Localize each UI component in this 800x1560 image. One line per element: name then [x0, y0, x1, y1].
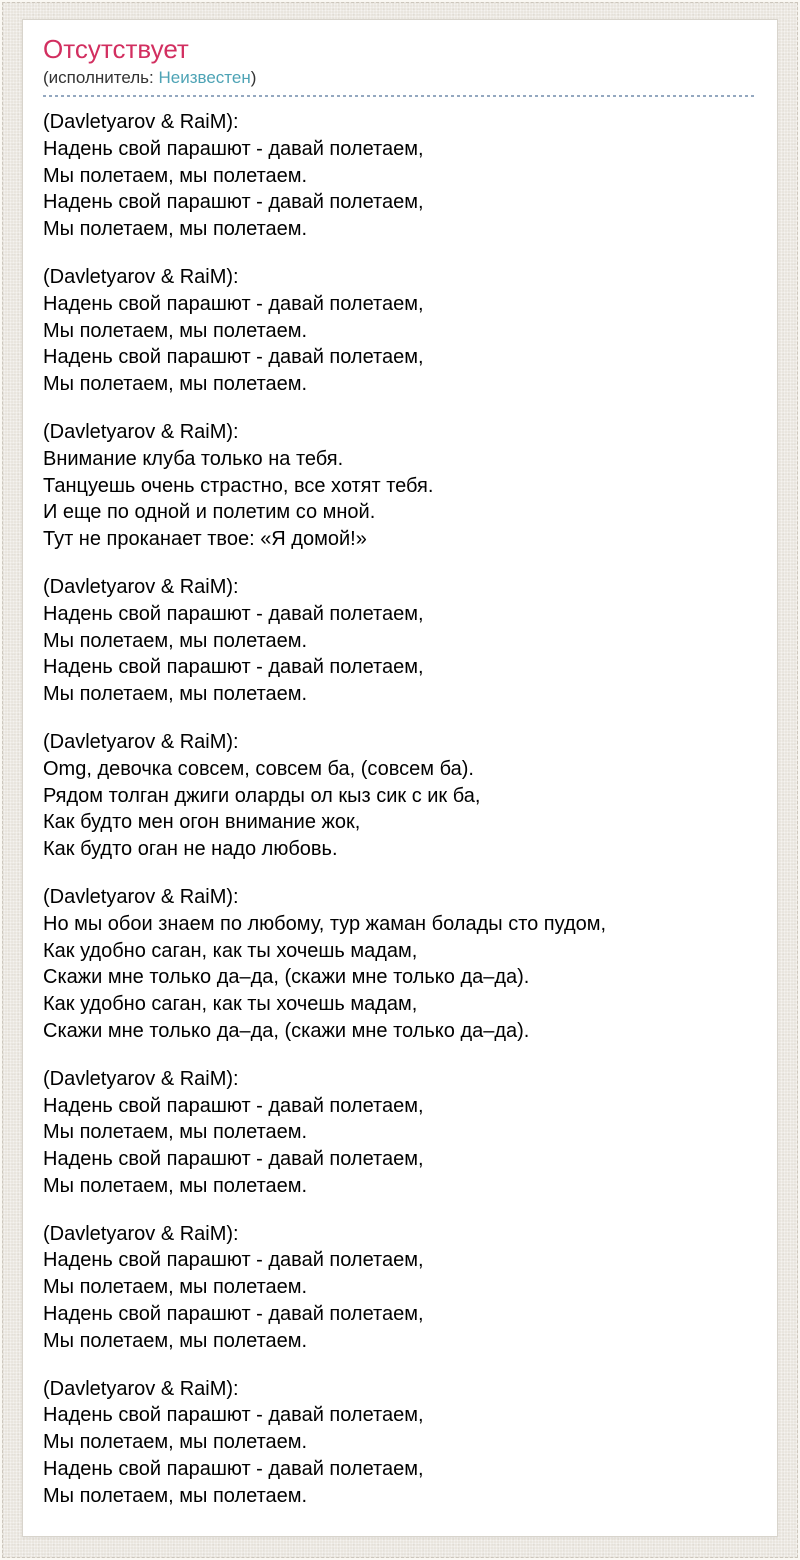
card-content	[23, 20, 777, 1510]
lyric-line: Надень свой парашют - давай полетаем,	[43, 346, 424, 369]
lyric-line: Надень свой парашют - давай полетаем,	[43, 292, 424, 315]
lyric-line: (Davletyarov & RaiM):	[43, 265, 239, 288]
lyric-line: (Davletyarov & RaiM):	[43, 1067, 239, 1090]
lyric-line: Танцуешь очень страстно, все хотят тебя.	[43, 474, 434, 497]
lyric-line: (Davletyarov & RaiM):	[43, 1377, 239, 1400]
lyric-line: (Davletyarov & RaiM):	[43, 1222, 239, 1245]
artist-label-suffix: )	[250, 68, 257, 87]
lyric-line: Надень свой парашют - давай полетаем,	[43, 1148, 424, 1171]
lyric-line: Надень свой парашют - давай полетаем,	[43, 191, 424, 214]
verse	[43, 884, 757, 1045]
lyric-line: Мы полетаем, мы полетаем.	[43, 683, 308, 706]
verse	[43, 109, 757, 243]
lyric-line: (Davletyarov & RaiM):	[43, 420, 239, 443]
lyric-line: Рядом толган джиги оларды ол кыз сик с ик ба,	[43, 784, 481, 807]
lyric-line: Как удобно саган, как ты хочешь мадам,	[43, 993, 418, 1016]
lyric-line: Надень свой парашют - давай полетаем,	[43, 137, 424, 160]
lyric-line: Как будто мен огон внимание жок,	[43, 811, 361, 834]
song-title: Отсутствует	[43, 34, 189, 64]
lyric-line: Надень свой парашют - давай полетаем,	[43, 1094, 424, 1117]
verse	[43, 574, 757, 708]
lyric-line: Omg, девочка совсем, совсем ба, (совсем ба).	[43, 757, 474, 780]
artist-link[interactable]: Неизвестен	[158, 68, 251, 87]
verse	[43, 1066, 757, 1200]
lyric-line: Скажи мне только да–да, (скажи мне только да–да).	[43, 1019, 530, 1042]
lyric-line: Надень свой парашют - давай полетаем,	[43, 1249, 424, 1272]
lyric-line: Мы полетаем, мы полетаем.	[43, 1329, 308, 1352]
song-header	[43, 32, 757, 97]
lyric-line: Мы полетаем, мы полетаем.	[43, 629, 308, 652]
lyric-line: Как будто оган не надо любовь.	[43, 838, 338, 861]
lyric-line: Мы полетаем, мы полетаем.	[43, 1431, 308, 1454]
lyric-line: Тут не проканает твое: «Я домой!»	[43, 528, 367, 551]
lyric-line: Мы полетаем, мы полетаем.	[43, 319, 308, 342]
lyric-line: Надень свой парашют - давай полетаем,	[43, 1404, 424, 1427]
lyrics-card	[22, 19, 778, 1537]
lyric-line: Но мы обои знаем по любому, тур жаман болады сто пудом,	[43, 912, 607, 935]
lyric-line: Мы полетаем, мы полетаем.	[43, 373, 308, 396]
lyric-line: (Davletyarov & RaiM):	[43, 575, 239, 598]
lyric-line: Как удобно саган, как ты хочешь мадам,	[43, 939, 418, 962]
lyrics-text	[43, 97, 757, 1510]
lyric-line: Мы полетаем, мы полетаем.	[43, 1174, 308, 1197]
artist-label: (исполнитель:	[43, 68, 159, 87]
artist-line	[43, 67, 757, 89]
lyric-line: Мы полетаем, мы полетаем.	[43, 218, 308, 241]
lyric-line: Надень свой парашют - давай полетаем,	[43, 1303, 424, 1326]
verse	[43, 1221, 757, 1355]
verse	[43, 419, 757, 553]
lyric-line: (Davletyarov & RaiM):	[43, 111, 239, 133]
lyric-line: Надень свой парашют - давай полетаем,	[43, 656, 424, 679]
lyric-line: Мы полетаем, мы полетаем.	[43, 1121, 308, 1144]
lyric-line: (Davletyarov & RaiM):	[43, 885, 239, 908]
lyric-line: (Davletyarov & RaiM):	[43, 730, 239, 753]
lyric-line: Мы полетаем, мы полетаем.	[43, 1484, 308, 1507]
lyric-line: Надень свой парашют - давай полетаем,	[43, 1458, 424, 1481]
lyric-line: Мы полетаем, мы полетаем.	[43, 164, 308, 187]
lyric-line: И еще по одной и полетим со мной.	[43, 501, 376, 524]
lyric-line: Внимание клуба только на тебя.	[43, 447, 344, 470]
lyric-line: Мы полетаем, мы полетаем.	[43, 1276, 308, 1299]
verse	[43, 729, 757, 863]
verse	[43, 264, 757, 398]
lyric-line: Надень свой парашют - давай полетаем,	[43, 602, 424, 625]
lyric-line: Скажи мне только да–да, (скажи мне только да–да).	[43, 966, 530, 989]
verse	[43, 1376, 757, 1510]
